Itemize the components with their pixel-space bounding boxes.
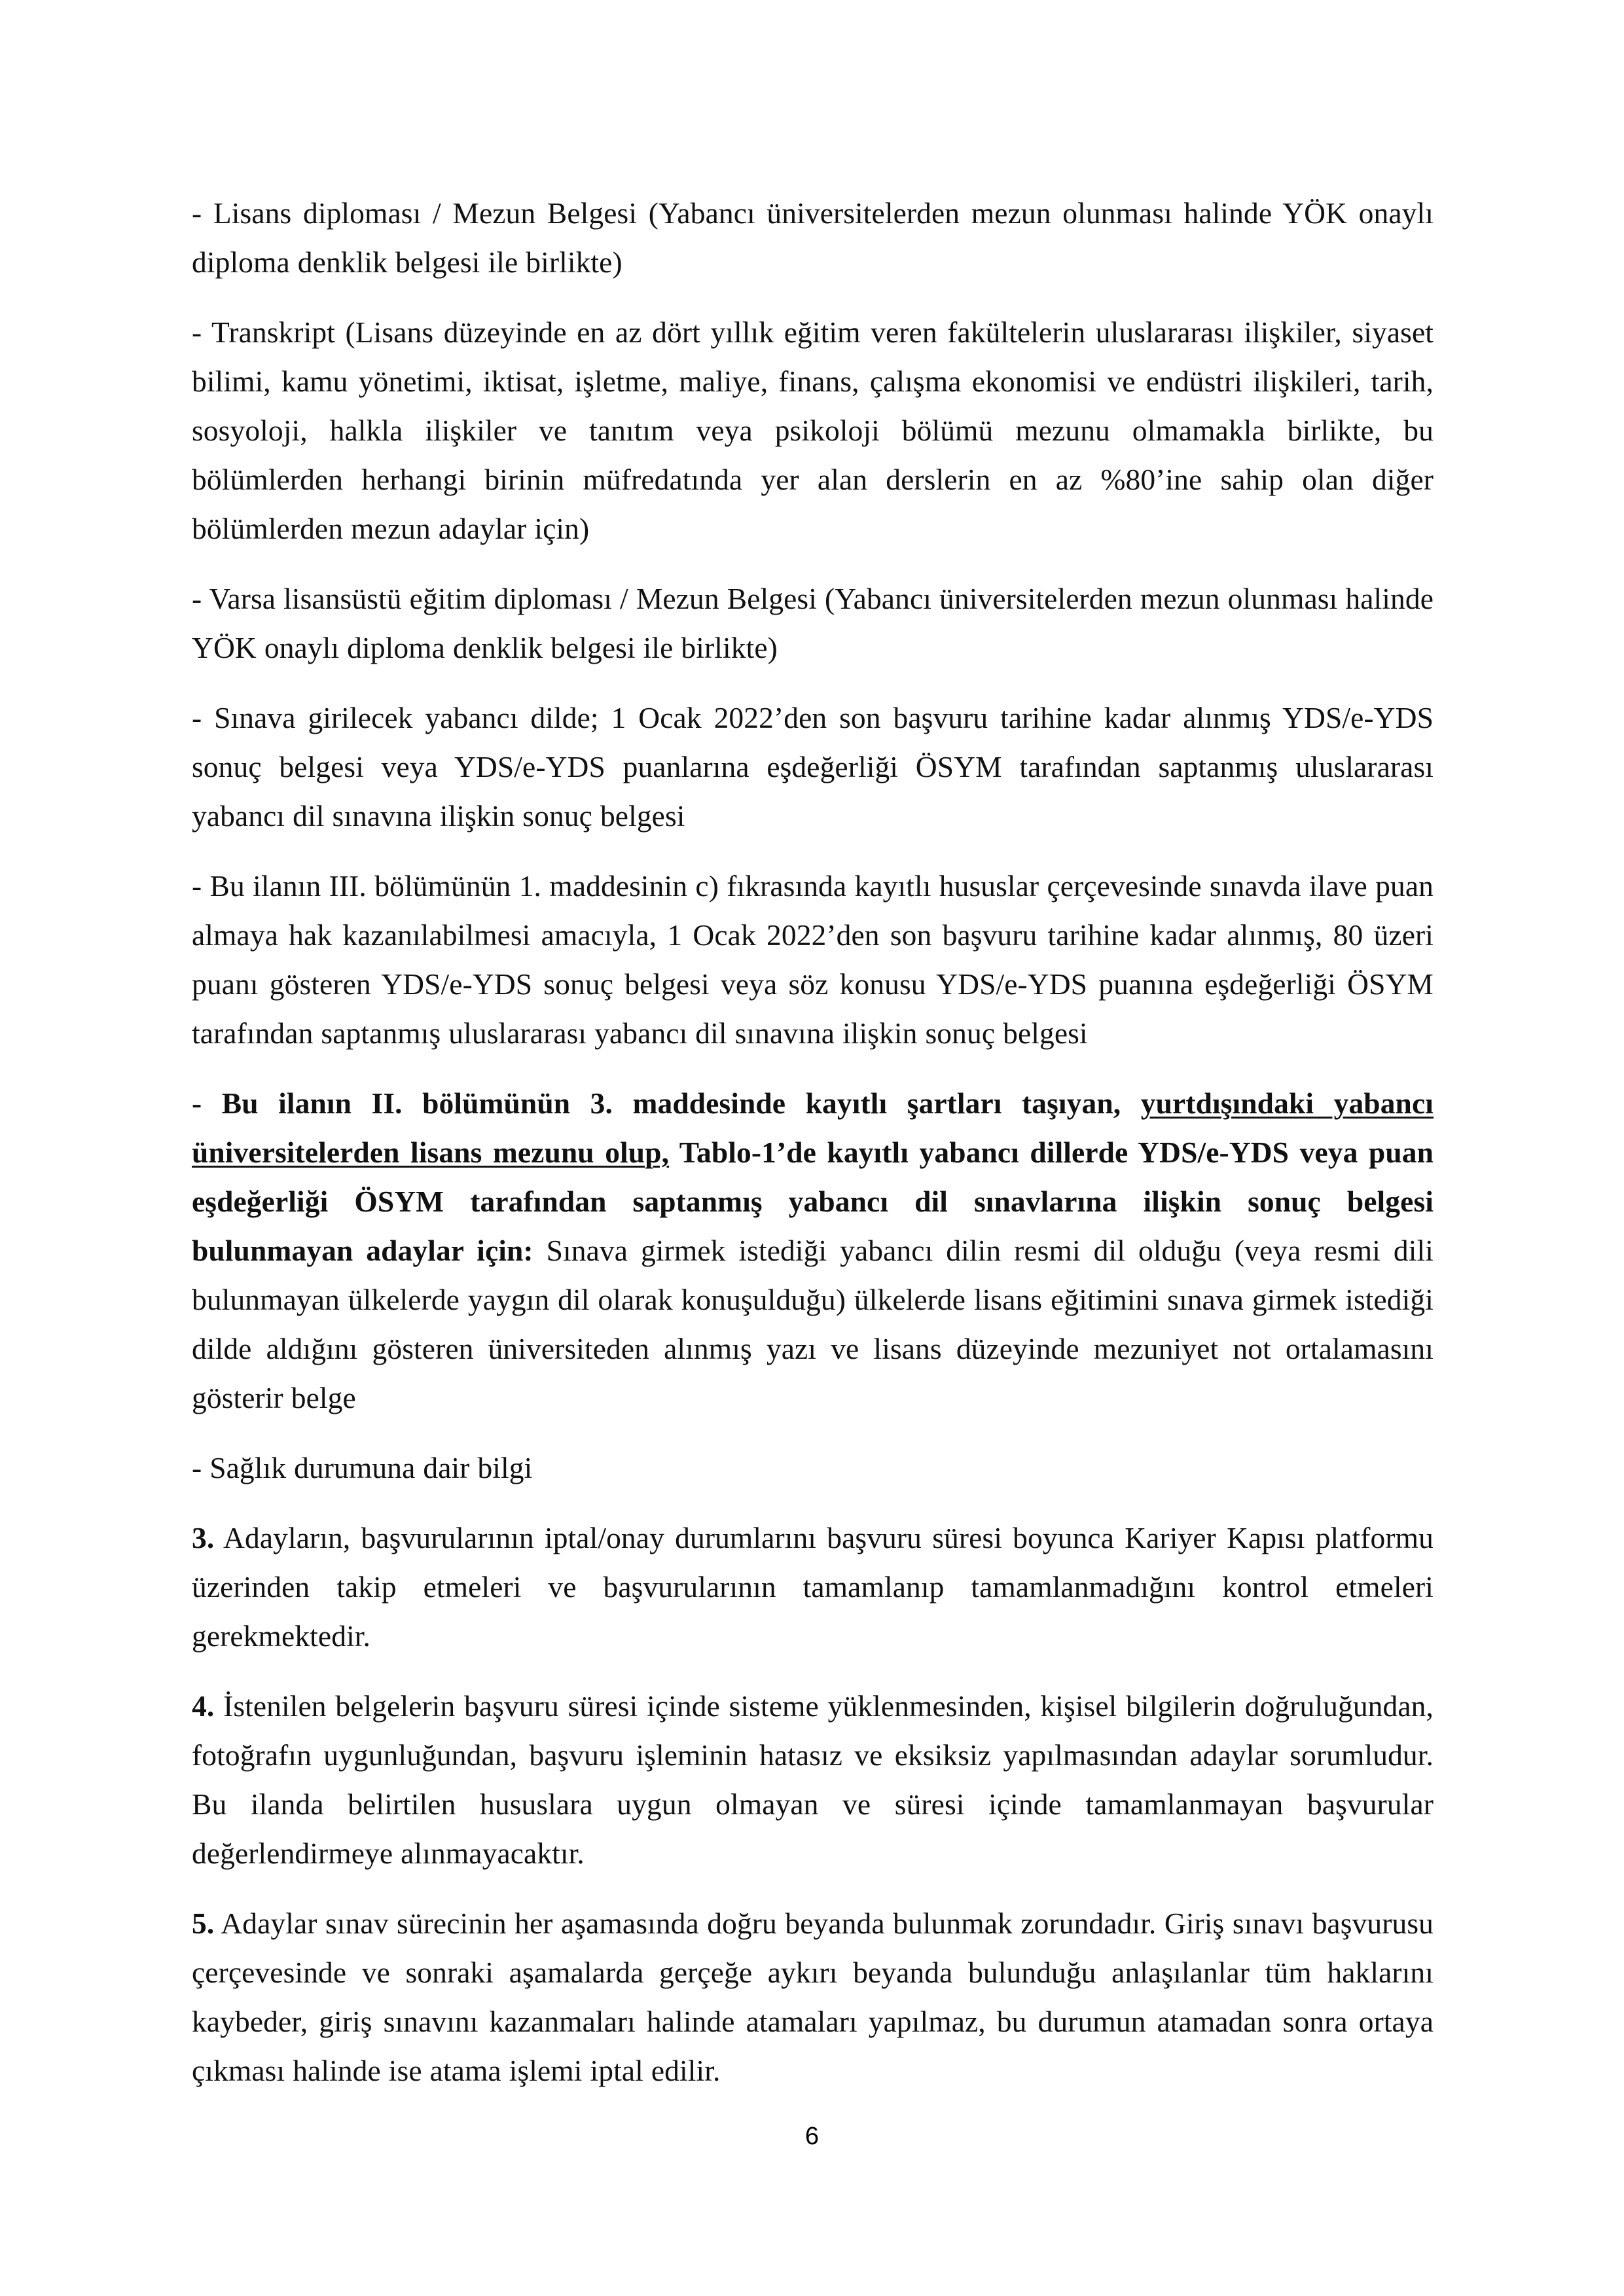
paragraph-saglik-durumu: - Sağlık durumuna dair bilgi: [192, 1451, 533, 1484]
paragraph-yds-sonuc-belgesi: - Sınava girilecek yabancı dilde; 1 Ocak 2022’den son başvuru tarihine kadar alınmış YDS/e-YDS sonuç belgesi veya YDS/e-YDS puanlarına eşdeğerliği ÖSYM tarafından saptanmış uluslararası yabancı dil sınavına ilişkin sonuç belgesi: [192, 701, 1434, 833]
paragraph-yurtdisi-mezun: [192, 1079, 1434, 1422]
paragraph-segment-normal: Sınava girmek istediği yabancı dilin resmi dil olduğu (veya resmi dili bulunmayan ülkelerde yaygın dil olarak konuşulduğu) ülkelerde lisans eğitimini sınava girmek istediği dilde aldığını gösteren üniversiteden alınmış yazı ve lisans düzeyinde mezuniyet not ortalamasını gösterir belge: [192, 1234, 1434, 1414]
paragraph-lisans-diplomasi: - Lisans diploması / Mezun Belgesi (Yabancı üniversitelerden mezun olunması halinde YÖK onaylı diploma denklik belgesi ile birlikte): [192, 196, 1434, 279]
document-body: [192, 188, 1434, 2095]
paragraph-transkript: - Transkript (Lisans düzeyinde en az dört yıllık eğitim veren fakültelerin uluslararası ilişkiler, siyaset bilimi, kamu yönetimi, iktisat, işletme, maliye, finans, çalışma ekonomisi ve endüstri ilişkileri, tarih, sosyoloji, halkla ilişkiler ve tanıtım veya psikoloji bölümü mezunu olmamakla birlikte, bu bölümlerden herhangi birinin müfredatında yer alan derslerin en az %80’ine sahip olan diğer bölümlerden mezun adaylar için): [192, 315, 1434, 545]
paragraph-segment-bold-tail: Tablo-1’de kayıtlı yabancı dillerde YDS/e-YDS veya puan eşdeğerliği ÖSYM tarafından saptanmış yabancı dil sınavlarına ilişkin sonuç belgesi bulunmayan adaylar için:: [192, 1136, 1434, 1267]
paragraph-segment-bold-lead: - Bu ilanın II. bölümünün 3. maddesinde kayıtlı şartları taşıyan,: [192, 1086, 1141, 1120]
item-number-3: 3.: [192, 1521, 215, 1554]
paragraph-item-4: [192, 1681, 1434, 1878]
paragraph-item-3: [192, 1513, 1434, 1660]
paragraph-ilave-puan: - Bu ilanın III. bölümünün 1. maddesinin c) fıkrasında kayıtlı hususlar çerçevesinde sınavda ilave puan almaya hak kazanılabilmesi amacıyla, 1 Ocak 2022’den son başvuru tarihine kadar alınmış, 80 üzeri puanı gösteren YDS/e-YDS sonuç belgesi veya söz konusu YDS/e-YDS puanına eşdeğerliği ÖSYM tarafından saptanmış uluslararası yabancı dil sınavına ilişkin sonuç belgesi: [192, 869, 1434, 1050]
page-number: 6: [804, 2123, 820, 2150]
item-text-5: Adaylar sınav sürecinin her aşamasında doğru beyanda bulunmak zorundadır. Giriş sınavı başvurusu çerçevesinde ve sonraki aşamalarda gerçeğe aykırı beyanda bulunduğu anlaşılanlar tüm haklarını kaybeder, giriş sınavını kazanmaları halinde atamaları yapılmaz, bu durumun atamadan sonra ortaya çıkması halinde ise atama işlemi iptal edilir.: [192, 1907, 1434, 2087]
item-text-4: İstenilen belgelerin başvuru süresi içinde sisteme yüklenmesinden, kişisel bilgilerin doğruluğundan, fotoğrafın uygunluğundan, başvuru işleminin hatasız ve eksiksiz yapılmasından adaylar sorumludur. Bu ilanda belirtilen hususlara uygun olmayan ve süresi içinde tamamlanmayan başvurular değerlendirmeye alınmayacaktır.: [192, 1689, 1434, 1870]
item-number-4: 4.: [192, 1689, 215, 1723]
paragraph-item-5: [192, 1899, 1434, 2095]
item-text-3: Adayların, başvurularının iptal/onay durumlarını başvuru süresi boyunca Kariyer Kapısı platformu üzerinden takip etmeleri ve başvurularının tamamlanıp tamamlanmadığını kontrol etmeleri gerekmektedir.: [192, 1521, 1434, 1653]
paragraph-segment-bold-underlined: yurtdışındaki yabancı üniversitelerden lisans mezunu olup,: [192, 1086, 1434, 1169]
paragraph-lisansustu: - Varsa lisansüstü eğitim diploması / Mezun Belgesi (Yabancı üniversitelerden mezun olunması halinde YÖK onaylı diploma denklik belgesi ile birlikte): [192, 582, 1434, 664]
item-number-5: 5.: [192, 1907, 215, 1940]
